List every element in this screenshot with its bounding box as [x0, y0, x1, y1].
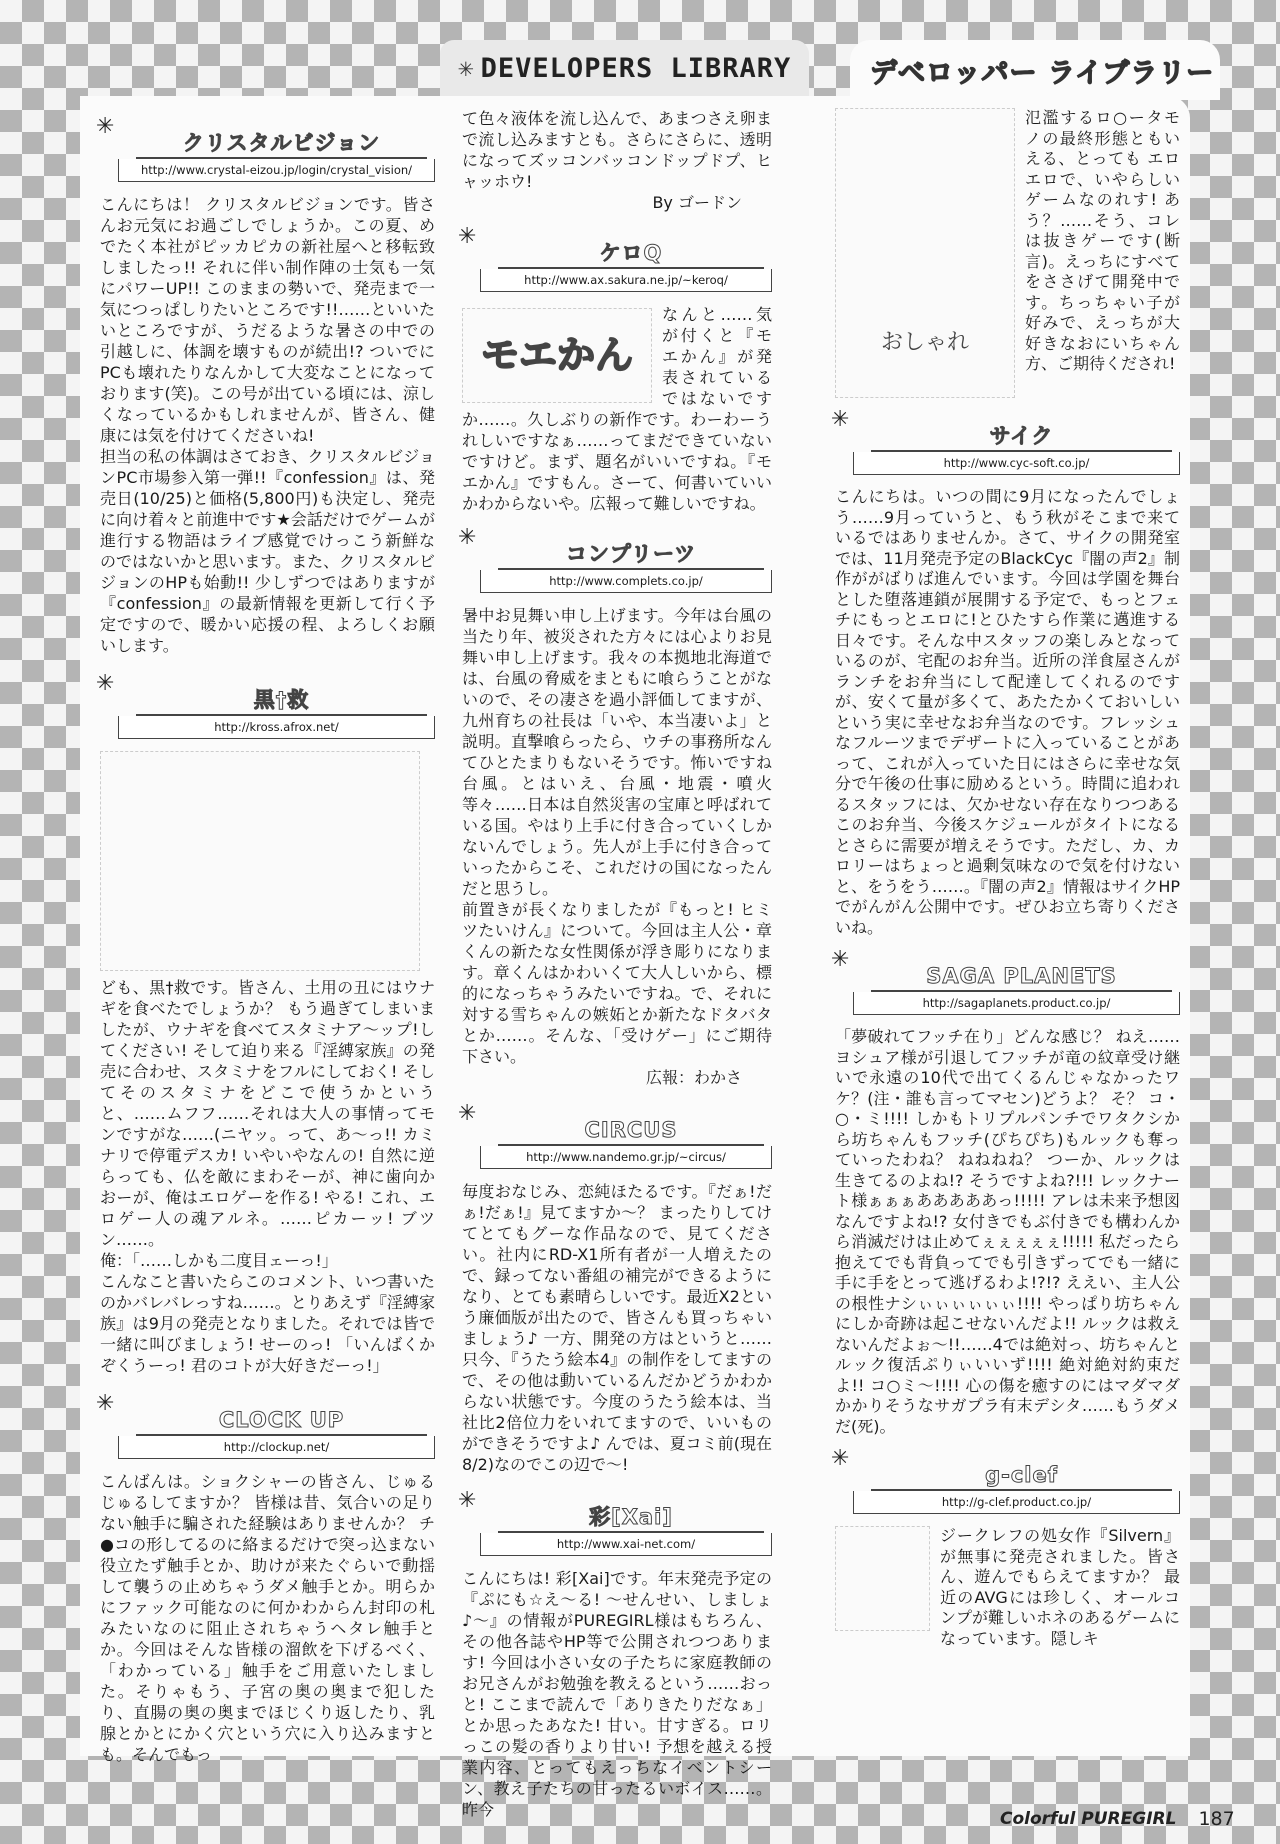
article-text: ども、黒†救です。皆さん、土用の丑にはウナギを食べたでしょうか？ もう過ぎてしまいましたが、ウナギを食べてスタミナア〜ップ!してください! そして迫り来る『淫縛家族』の発売に合わせ、スタミナをフルにしておく! そしてそのスタミナをどこで使うかというと、……ムフフ……それは大人の事情ってモンですがな……(ニヤッ。って、あ〜っ!! カミナリで停電デスカ! いやいやなんの! 自然に逆らっても、仏を敵にまわそーが、神に歯向かおーが、俺はエロゲーを作る! やる! これ、エロゲー人の魂アルネ。……ピカーッ! ブツン……。 — [100, 978, 435, 1249]
page-footer — [1000, 1808, 1235, 1830]
article-text: 氾濫するロ○ータモノの最終形態ともいえる、とっても エロエロで、いやらしいゲームなのれす! あう？……そう、コレは抜きゲーです(断言)。えっちにすべてをささげて開発中です。ちっちゃい子が好みで、えっちが大好きなおにいちゃん方、ご期待くだされ! — [1025, 108, 1180, 373]
article-text: 前置きが長くなりましたが『もっと! ヒミツたいけん』について。今回は主人公・章くんの新たな女性関係が浮き彫りになります。章くんはかわいくて大人しいから、標的になっちゃうみたいですね。で、それに対する雪ちゃんの嫉妬とか新たなドタバタとか……。そんな、「受けゲー」にご期待下さい。 — [462, 900, 772, 1066]
sparkle-icon: ✳ — [831, 407, 850, 432]
article-text: ジークレフの処女作『Silvern』が無事に発売されました。皆さん、遊んでもらえてますか？ 最近のAVGには珍しく、オールコンプが難しいホネのあるゲームになっています。隠しキ — [940, 1526, 1181, 1648]
sparkle-icon: ✳ — [458, 53, 475, 83]
page-header — [440, 40, 1260, 100]
column-1 — [96, 114, 435, 1765]
company-name: ケロQ — [498, 239, 764, 269]
company-name: サイク — [871, 422, 1172, 452]
company-name: SAGA PLANETS — [871, 962, 1172, 992]
section-header-crystal — [96, 114, 435, 186]
company-name: クリスタルビジョン — [136, 129, 427, 159]
company-name: CLOCK UP — [136, 1406, 427, 1436]
article-text: こんにちは! 彩[Xai]です。年末発売予定の『ぷにも☆え〜る! 〜せんせい、しましょ♪〜』の情報がPUREGIRL様はもちろん、その他各誌やHP等で公開されつつあります! 今回は小さい女の子たちに家庭教師のお兄さんがお勉強を教えるという……おっと! ここまで読んで「ありきたりだなぁ」とか思ったあなた! 甘い。甘すぎる。ロリっこの髪の香りより甘い! 予想を越える授業内容、とってもえっちなイベントシーン、教え子たちの甘ったるいボイス……。昨今 — [462, 1569, 772, 1819]
article-text: こんにちは！ クリスタルビジョンです。皆さんお元気にお過ごしでしょうか。この夏、めでたく本社がピッカピカの新社屋へと移転致しましたっ!! それに伴い制作陣の士気も一気にパワーUP!! このままの勢いで、発売まで一気につっぱしりたいところです!!……といいたいところですが、うだるような暑さの中での引越しに、体調を壊すものが続出!? ついでにPCも壊れたりなんかして大変なことになっております(笑)。この号が出ている頃には、涼しくなっているかもしれませんが、皆さん、健康には気を付けてくださいね! — [100, 195, 435, 445]
article-text: 俺：「……しかも二度目ェーっ!」 — [100, 1251, 338, 1270]
company-url[interactable]: http://www.crystal-eizou.jp/login/crystal_vision/ — [118, 159, 435, 182]
author-signature: 広報：わかさ — [645, 1068, 742, 1087]
illustration-beach-girls — [100, 751, 420, 971]
sparkle-icon: ✳ — [458, 525, 477, 550]
sparkle-icon: ✳ — [96, 1391, 115, 1416]
column-2 — [458, 108, 772, 1820]
company-url[interactable]: http://clockup.net/ — [118, 1436, 435, 1459]
company-name: g-clef — [871, 1461, 1172, 1491]
moekan-logo-text: モエかん — [480, 333, 633, 377]
section-header-complets — [458, 525, 772, 597]
section-header-xai — [458, 1488, 772, 1560]
company-url[interactable]: http://www.complets.co.jp/ — [480, 570, 772, 593]
sparkle-icon: ✳ — [458, 1101, 477, 1126]
sparkle-icon: ✳ — [831, 947, 850, 972]
column-3 — [831, 108, 1181, 1649]
article-text: こんにちは。いつの間に9月になったんでしょう……9月っていうと、もう秋がそこまで来ているではありませんか。さて、サイクの開発室では、11月発売予定のBlackCyc『闇の声2』制作ががばりば進んでいます。今回は学園を舞台とした堕落連鎖が展開する予定で、もっとフェチにもっとエロに!とひたすら作業に邁進する日々です。そんな中スタッフの楽しみとなっているのが、宅配のお弁当。近所の洋食屋さんがランチをお弁当にして配達してくれるのですが、安くて量が多くて、あたたかくておいしいという実に幸せなお弁当なのです。フレッシュなフルーツまでデザートに入っていることがあって、これが入っていた日にはさらに幸せな気分で午後の仕事に励めるという。時間に追われるスタッフには、欠かせない存在なりつつあるこのお弁当、今後スケジュールがタイトになるとさらに需要が増えそうです。ただし、カ、カロリーはちょっと過剰気味なので気を付けないと、をうをう……。『闇の声2』情報はサイクHPでがんがん公開中です。ぜひお立ち寄りくださいね。 — [835, 487, 1180, 937]
company-name: 彩[Xai] — [498, 1503, 764, 1533]
author-signature: By ゴードン — [652, 193, 742, 212]
illustration-girl-with-ball — [835, 108, 1015, 398]
section-header-g-clef — [831, 1446, 1180, 1518]
magazine-logo: Colorful PUREGIRL — [1000, 1809, 1177, 1829]
company-url[interactable]: http://www.cyc-soft.co.jp/ — [853, 452, 1180, 475]
company-url[interactable]: http://www.nandemo.gr.jp/~circus/ — [480, 1146, 772, 1169]
article-text: なんと……気が付くと『モエかん』が発表されているではないですか……。久しぶりの新作です。わーわーうれしいですなぁ……ってまだできていないですけど。まず、題名がいいですね。『モエかん』ですもん。さーて、何書いていいかわからないや。広報って難しいですね。 — [462, 305, 772, 513]
sparkle-icon: ✳ — [96, 671, 115, 696]
company-name: 黒†救 — [136, 686, 427, 716]
company-url[interactable]: http://kross.afrox.net/ — [118, 716, 435, 739]
section-header-keroq — [458, 224, 772, 296]
company-url[interactable]: http://sagaplanets.product.co.jp/ — [853, 992, 1180, 1015]
section-header-kurojuji — [96, 671, 435, 743]
article-text: 暑中お見舞い申し上げます。今年は台風の当たり年、被災された方々には心よりお見舞い申し上げます。我々の本拠地北海道では、台風の脅威をまともに喰らうことがないので、その凄さを過小評価してますが、九州育ちの社長は「いや、本当凄いよ」と説明。直撃喰らったら、ウチの事務所なんてひとたまりもないそうです。怖いですね台風。とはいえ、台風・地震・噴火等々……日本は自然災害の宝庫と呼ばれている国。やはり上手に付き合っていくしかないんでしょう。先人が上手に付き合っていったからこそ、これだけの国になったんだと思うし。 — [462, 606, 772, 898]
company-name: CIRCUS — [498, 1116, 764, 1146]
illustration-caption: おしゃれ — [880, 330, 969, 355]
header-title-jp: デベロッパー ライブラリー — [850, 40, 1220, 100]
company-url[interactable]: http://www.ax.sakura.ne.jp/~keroq/ — [480, 269, 772, 292]
section-header-clockup — [96, 1391, 435, 1463]
section-header-saga-planets — [831, 947, 1180, 1019]
sparkle-icon: ✳ — [458, 224, 477, 249]
article-text: 毎度おなじみ、恋純ほたるです。『だぁ!だぁ!だぁ!』見てますか〜？ まったりしてけてとてもグーな作品なので、見てください。社内にRD-X1所有者が一人増えたので、録ってない番組の補完ができるようになり、とても素晴らしいです。最近X2という廉価版が出たので、皆さんも買っちゃいましょう♪ 一方、開発の方はというと……只今、『うたう絵本4』の制作をしてますので、その他は動いているんだかどうかわからない状態です。今度のうたう絵本は、当社比2倍位力をいれてますので、いいものができそうですよ♪ んでは、夏コミ前(現在8/2)なのでこの辺で〜! — [462, 1182, 772, 1474]
header-title-en-text: DEVELOPERS LIBRARY — [480, 52, 792, 84]
section-header-cyc — [831, 407, 1180, 479]
article-text: て色々液体を流し込んで、あまつさえ卵まで流し込みますとも。さらにさらに、透明になってズッコンバッコンドップドプ、ヒャッホウ! — [462, 109, 772, 191]
header-title-en — [440, 40, 809, 96]
article-text: こんばんは。ショクシャーの皆さん、じゅるじゅるしてますか？ 皆様は昔、気合いの足りない触手に騙された経験はありませんか？ チ●コの形してるのに絡まるだけで突っ込まない役立たず触手とか、助けが来たぐらいで動揺して襲うの止めちゃうダメ触手とか。明らかにファック可能なのに何かわからん封印の札みたいなのに阻止されちゃうヘタレ触手とか。今回はそんな皆様の溜飲を下げるべく、「わかっている」触手をご用意いたしました。そりゃもう、子宮の奥の奥まで犯したり、直腸の奥の奥までほじくり返したり、乳腺とかとにかく穴という穴に入り込みますとも。そんでもっ — [100, 1472, 435, 1764]
company-name: コンプリーツ — [498, 540, 764, 570]
illustration-chibi-girl — [835, 1526, 930, 1631]
moekan-logo — [462, 308, 652, 403]
article-text: 担当の私の体調はさておき、クリスタルビジョンPC市場参入第一弾!!『confession』は、発売日(10/25)と価格(5,800円)も決定し、発売に向け着々と前進中です★会話だけでゲームが進行する物語はライブ感覚でけっこう新鮮なのではないかと思います。また、クリスタルビジョンのHPも始動!! 少しずつではありますが『confession』の最新情報を更新して行く予定ですので、暖かい応援の程、よろしくお願いします。 — [100, 447, 435, 655]
article-text: 「夢破れてフッチ在り」どんな感じ？ ねえ……ヨシュア様が引退してフッチが竜の紋章受け継いで永遠の10代で出てくるんじゃなかったワケ？(注・誰も言ってマセン)どうよ？ そ？ コ・○・ミ!!!! しかもトリプルパンチでワタクシから坊ちゃんもフッチ(ぴちぴち)もルックも奪っていったわね？ ねねねね？ つーか、ルックは生きてるのよね!? そうですよね?!!! レックナート様ぁぁぁあああああっ!!!!! アレは未来予想図なんですよね!? 女付きでもぶ付きでも構わんから消滅だけは止めてぇぇぇぇぇ!!!!! 私だったら抱えてでも背負ってでも引きずってでも一緒に手に手をとって逃げるわよ!?!? ええい、主人公の根性ナシぃぃぃぃぃぃ!!!! やっぱり坊ちゃんにしか奇跡は起こせないんだよ!! ルックは救えないんだよぉ〜!!……4では絶対っ、坊ちゃんとルック復活ぷりぃいいず!!!! 絶対絶対約束だよ!! コ○ミ〜!!!! 心の傷を癒すのにはマダマダかかりそうなサガプラ有末デシタ……もうダメだ(死)。 — [835, 1027, 1180, 1436]
section-header-circus — [458, 1101, 772, 1173]
sparkle-icon: ✳ — [96, 114, 115, 139]
article-text: こんなこと書いたらこのコメント、いつ書いたのかバレバレっすね……。とりあえず『淫縛家族』は9月の発売となりました。それでは皆で一緒に叫びましょう! せーのっ! 「いんばくかぞくうーっ! 君のコトが大好きだーっ!」 — [100, 1272, 435, 1375]
company-url[interactable]: http://www.xai-net.com/ — [480, 1533, 772, 1556]
company-url[interactable]: http://g-clef.product.co.jp/ — [853, 1491, 1180, 1514]
page-number: 187 — [1198, 1808, 1235, 1830]
sparkle-icon: ✳ — [458, 1488, 477, 1513]
sparkle-icon: ✳ — [831, 1446, 850, 1471]
